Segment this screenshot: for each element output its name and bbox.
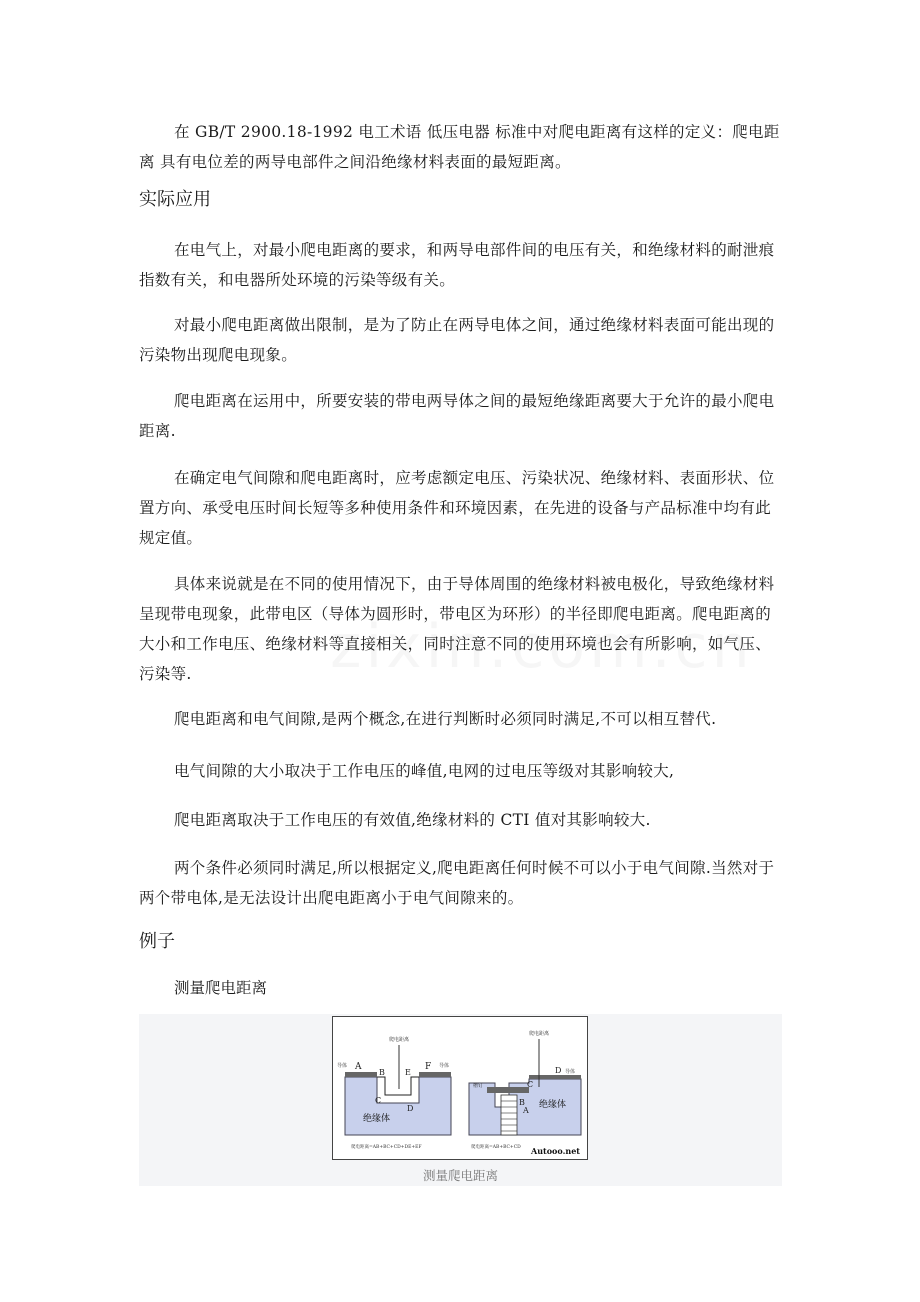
point-C: C — [375, 1096, 382, 1105]
left-creepage-label: 爬电距离 — [389, 1037, 410, 1043]
heading-example: 例子 — [139, 931, 175, 952]
right-conductor-label2: 导体 — [565, 1069, 576, 1075]
paragraph-factors: 在确定电气间隙和爬电距离时，应考虑额定电压、污染状况、绝缘材料、表面形状、位置方向、承受电压时间长短等多种使用条件和环境因素，在先进的设备与产品标准中均有此规定值。 — [139, 469, 775, 547]
paragraph-conditions: 两个条件必须同时满足,所以根据定义,爬电距离任何时候不可以小于电气间隙.当然对于两个带电体,是无法设计出爬电距离小于电气间隙来的。 — [139, 859, 775, 907]
point-F: F — [425, 1062, 432, 1072]
paragraph-clearance: 电气间隙的大小取决于工作电压的峰值,电网的过电压等级对其影响较大, — [174, 762, 675, 780]
paragraph-definition: 在 GB/T 2900.18-1992 电工术语 低压电器 标准中对爬电距离有这样的定义：爬电距离 具有电位差的两导电部件之间沿绝缘材料表面的最短距离。 — [139, 123, 780, 171]
paragraph-requirements: 在电气上，对最小爬电距离的要求，和两导电部件间的电压有关，和绝缘材料的耐泄痕指数有关，和电器所处环境的污染等级有关。 — [139, 241, 775, 289]
example-subtitle: 测量爬电距离 — [174, 979, 268, 997]
point-E: E — [405, 1068, 411, 1077]
left-formula: 爬电距离=AB+BC+CD+DE+EF — [351, 1145, 422, 1150]
slot-screw-label: 槽钉 — [473, 1083, 484, 1089]
right-point-B: B — [519, 1098, 525, 1107]
right-diagram — [469, 1030, 581, 1150]
creepage-diagram-svg — [333, 1017, 587, 1159]
right-conductor-bar — [419, 1072, 451, 1077]
slot-screw — [501, 1095, 517, 1135]
point-B: B — [379, 1068, 385, 1077]
figure-caption: 测量爬电距离 — [422, 1168, 498, 1183]
left-insulator-label: 绝缘体 — [363, 1114, 391, 1124]
right-creepage-label: 爬电距离 — [529, 1031, 550, 1037]
paragraph-explanation: 具体来说就是在不同的使用情况下，由于导体周围的绝缘材料被电极化，导致绝缘材料呈现带电现象，此带电区（导体为圆形时，带电区为环形）的半径即爬电距离。爬电距离的大小和工作电压、绝缘材料等直接相关，同时注意不同的使用环境也会有所影响，如气压、污染等. — [139, 575, 775, 683]
figure-container — [139, 1014, 782, 1186]
paragraph-installation: 爬电距离在运用中，所要安装的带电两导体之间的最短绝缘距离要大于允许的最小爬电距离. — [139, 392, 775, 440]
paragraph-limit-purpose: 对最小爬电距离做出限制，是为了防止在两导电体之间，通过绝缘材料表面可能出现的污染物出现爬电现象。 — [139, 316, 775, 364]
right-point-C: C — [527, 1080, 534, 1089]
point-D: D — [407, 1104, 414, 1113]
right-insulator-label: 绝缘体 — [539, 1100, 567, 1110]
right-conductor-label: 导体 — [439, 1063, 450, 1069]
right-point-D: D — [555, 1066, 562, 1075]
paragraph-concepts: 爬电距离和电气间隙,是两个概念,在进行判断时必须同时满足,不可以相互替代. — [174, 710, 717, 728]
slot-screw-head — [487, 1087, 529, 1093]
right-top-conductor — [529, 1075, 581, 1079]
right-point-A: A — [523, 1106, 529, 1115]
point-A: A — [355, 1062, 362, 1072]
paragraph-creepage-cti: 爬电距离取决于工作电压的有效值,绝缘材料的 CTI 值对其影响较大. — [174, 811, 651, 829]
left-conductor-label: 导体 — [337, 1063, 348, 1069]
left-diagram — [337, 1036, 451, 1150]
right-formula: 爬电距离=AB+BC+CD — [471, 1145, 521, 1150]
heading-application: 实际应用 — [139, 189, 211, 210]
left-conductor-bar — [345, 1072, 377, 1077]
creepage-diagram — [332, 1016, 588, 1160]
brand-logo: Autooo.net — [531, 1146, 580, 1156]
